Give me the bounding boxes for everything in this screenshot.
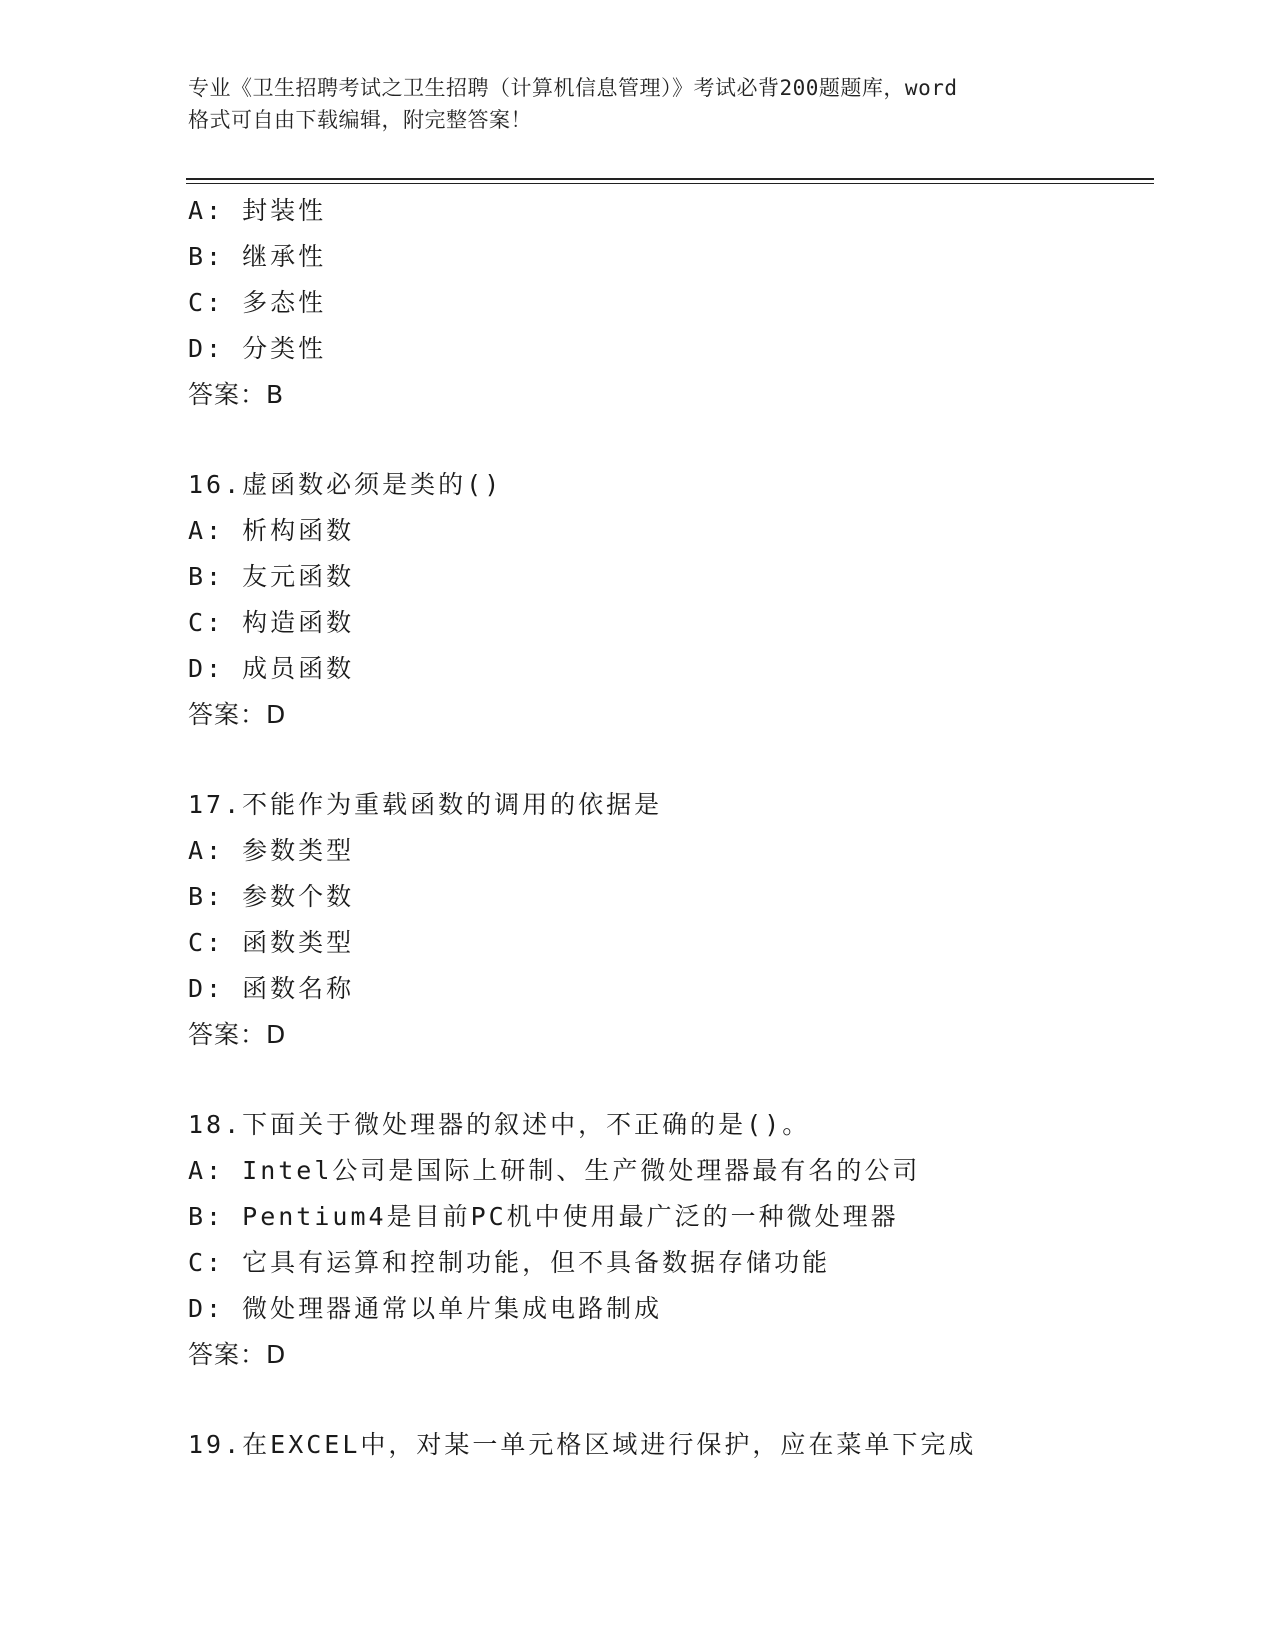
option-b: B: 参数个数: [188, 882, 355, 911]
header-divider-thin: [186, 183, 1154, 184]
option-a: A: 析构函数: [188, 516, 355, 545]
option-a: A: 封装性: [188, 196, 327, 225]
question-block-18: [188, 1102, 1148, 1378]
header-divider-thick: [186, 178, 1154, 180]
option-c: C: 构造函数: [188, 608, 355, 637]
option-c: C: 多态性: [188, 288, 327, 317]
question-list: [188, 188, 1148, 1468]
option-b: B: 友元函数: [188, 562, 355, 591]
option-b: B: Pentium4是目前PC机中使用最广泛的一种微处理器: [188, 1202, 899, 1231]
option-c: C: 它具有运算和控制功能，但不具备数据存储功能: [188, 1248, 831, 1277]
question-text: 17.不能作为重载函数的调用的依据是: [188, 790, 663, 819]
document-header: [188, 72, 1088, 136]
header-line-2: 格式可自由下载编辑，附完整答案！: [188, 108, 532, 132]
option-a: A: Intel公司是国际上研制、生产微处理器最有名的公司: [188, 1156, 921, 1185]
question-block-16: [188, 462, 1148, 738]
option-a: A: 参数类型: [188, 836, 355, 865]
answer: 答案：D: [188, 700, 287, 729]
answer: 答案：D: [188, 1020, 287, 1049]
option-b: B: 继承性: [188, 242, 327, 271]
question-text: 19.在EXCEL中，对某一单元格区域进行保护，应在菜单下完成: [188, 1430, 977, 1459]
question-block-19: [188, 1422, 1148, 1468]
question-block-15: [188, 188, 1148, 418]
question-block-17: [188, 782, 1148, 1058]
answer: 答案：D: [188, 1340, 287, 1369]
answer: 答案：B: [188, 380, 285, 409]
option-c: C: 函数类型: [188, 928, 355, 957]
header-line-1: 专业《卫生招聘考试之卫生招聘（计算机信息管理）》考试必背200题题库，word: [188, 76, 958, 100]
option-d: D: 成员函数: [188, 654, 355, 683]
option-d: D: 分类性: [188, 334, 327, 363]
question-text: 16.虚函数必须是类的(): [188, 470, 503, 499]
option-d: D: 函数名称: [188, 974, 355, 1003]
option-d: D: 微处理器通常以单片集成电路制成: [188, 1294, 663, 1323]
question-text: 18.下面关于微处理器的叙述中，不正确的是()。: [188, 1110, 811, 1139]
